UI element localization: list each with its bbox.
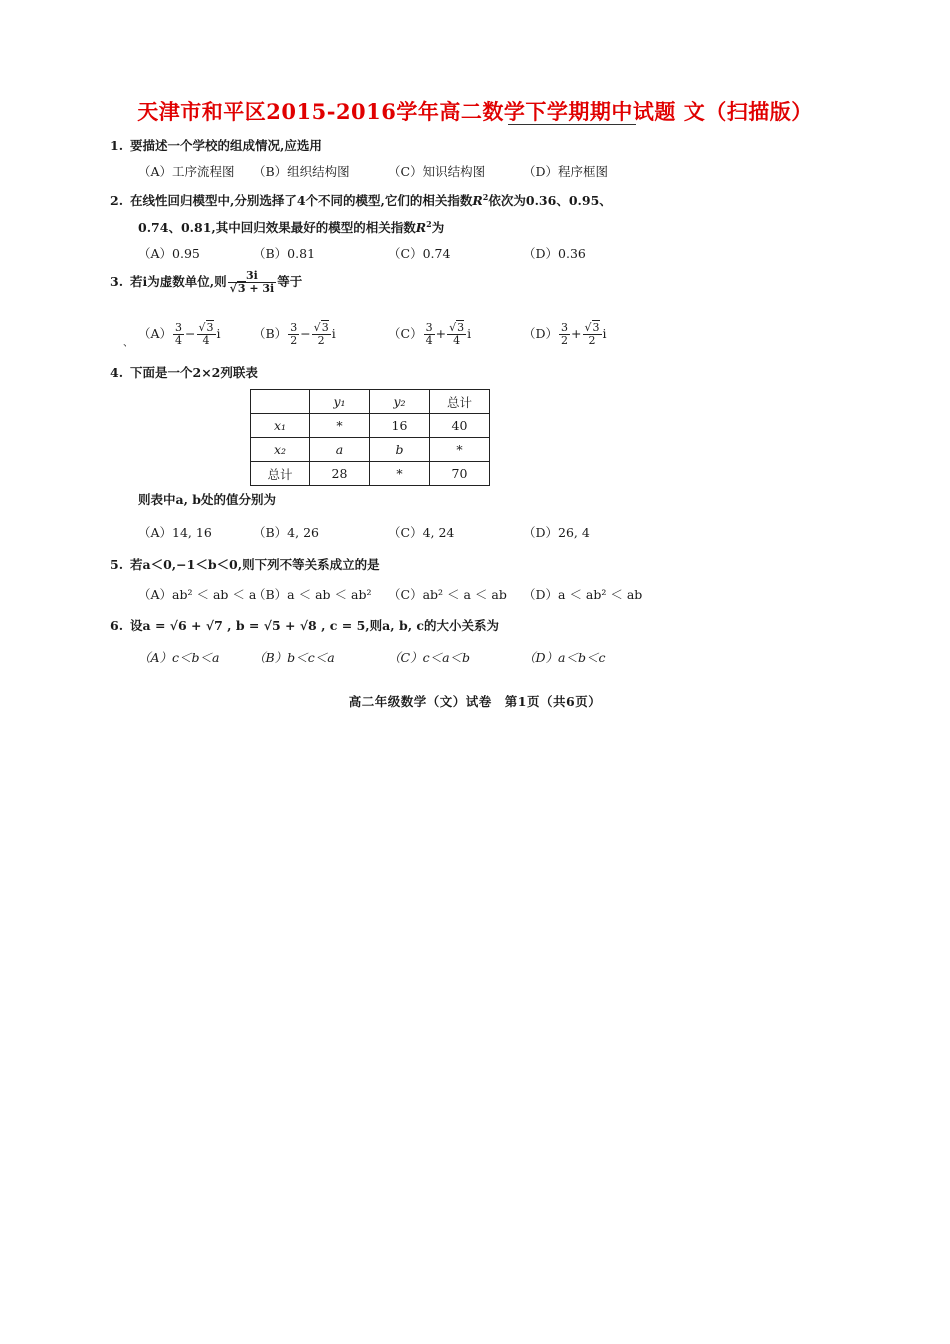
table-row	[251, 462, 490, 486]
question-number: 2.	[110, 193, 124, 208]
imag-unit: i	[216, 326, 221, 341]
option-b	[253, 322, 336, 347]
table-cell: *	[310, 414, 370, 438]
option-a: （A）工序流程图	[138, 164, 235, 179]
fraction	[583, 322, 602, 347]
table-cell: 28	[310, 462, 370, 486]
option-c: （C）0.74	[388, 246, 451, 261]
fraction	[312, 322, 331, 347]
table-cell: 总计	[430, 390, 490, 414]
question-number: 4.	[110, 365, 124, 380]
exponent: 2	[426, 218, 432, 229]
table-row	[251, 414, 490, 438]
option-label: （D）	[523, 326, 559, 341]
fraction	[559, 322, 570, 347]
option-b: （B）a ＜ ab ＜ ab²	[253, 587, 372, 602]
question-stem-tail: 为	[431, 220, 445, 235]
question-stem: 若a＜0,−1＜b＜0,则下列不等关系成立的是	[130, 557, 380, 572]
option-a: （A）0.95	[138, 246, 200, 261]
scan-mark: 、	[123, 338, 133, 349]
table-cell: 70	[430, 462, 490, 486]
fraction-numerator: 3	[290, 321, 298, 334]
option-b: （B）4, 26	[253, 525, 319, 540]
fraction-denominator: 4	[202, 334, 210, 347]
option-d	[523, 322, 607, 347]
r-symbol: R	[472, 193, 483, 208]
table-cell: a	[310, 438, 370, 462]
option-a: （A）14, 16	[138, 525, 212, 540]
table-row	[251, 438, 490, 462]
table-cell: *	[370, 462, 430, 486]
table-cell: 总计	[251, 462, 310, 486]
question-1	[110, 136, 322, 154]
radicand: 3	[321, 321, 329, 334]
option-label: （B）	[253, 326, 288, 341]
fraction-denominator: 4	[453, 334, 461, 347]
option-d: （D）a＜b＜c	[523, 650, 606, 665]
table-cell: *	[430, 438, 490, 462]
operator: −	[300, 326, 311, 341]
fraction	[288, 322, 299, 347]
question-4-follow: 则表中a, b处的值分别为	[138, 492, 277, 507]
option-b: （B）b＜c＜a	[253, 650, 335, 665]
fraction	[173, 322, 184, 347]
question-1-options	[138, 162, 838, 178]
radicand: 3	[237, 282, 246, 295]
imag-unit: i	[467, 326, 472, 341]
option-d: （D）0.36	[523, 246, 586, 261]
page-title: 天津市和平区2015-2016学年高二数学下学期期中试题 文（扫描版）	[137, 99, 813, 124]
question-2-options	[138, 244, 838, 260]
option-c	[388, 322, 471, 347]
fraction	[424, 322, 435, 347]
table-cell: x₂	[251, 438, 310, 462]
table-cell: y₁	[310, 390, 370, 414]
option-c: （C）c＜a＜b	[388, 650, 471, 665]
fraction-denominator	[228, 283, 277, 295]
sqrt-sign	[314, 321, 321, 334]
fraction-denominator: 4	[175, 334, 183, 347]
question-number: 6.	[110, 618, 124, 633]
question-5	[110, 555, 380, 573]
contingency-table	[250, 389, 490, 486]
fraction-denominator: 2	[561, 334, 569, 347]
question-number: 3.	[110, 274, 124, 289]
option-a: （A）ab² ＜ ab ＜ a	[138, 587, 257, 602]
sqrt-sign	[230, 282, 237, 295]
sqrt-sign	[585, 321, 592, 334]
question-number: 5.	[110, 557, 124, 572]
option-a: （A）c＜b＜a	[138, 650, 220, 665]
exponent: 2	[482, 191, 489, 202]
radicand: 3	[457, 321, 465, 334]
page-footer: 高二年级数学（文）试卷 第1页（共6页）	[348, 694, 602, 709]
option-b: （B）组织结构图	[253, 164, 350, 179]
question-5-options	[138, 585, 838, 601]
sqrt-sign	[199, 321, 206, 334]
option-label: （C）	[388, 326, 423, 341]
imag-unit: i	[331, 326, 336, 341]
option-d: （D）26, 4	[523, 525, 590, 540]
fraction	[197, 322, 216, 347]
question-stem-tail: 依次为0.36、0.95、	[488, 193, 612, 208]
operator: +	[435, 326, 447, 341]
table-cell: 16	[370, 414, 430, 438]
fraction-denominator: 2	[290, 334, 298, 347]
option-label: （A）	[138, 326, 173, 341]
table-header-row	[251, 390, 490, 414]
denominator-tail: + 3i	[249, 282, 275, 295]
fraction-denominator: 4	[425, 334, 433, 347]
question-3	[110, 270, 302, 295]
question-stem: 要描述一个学校的组成情况,应选用	[130, 138, 322, 153]
r-symbol: R	[415, 220, 427, 235]
question-2-line2	[138, 218, 444, 236]
fraction-numerator: 3	[561, 321, 569, 334]
question-stem: 下面是一个2×2列联表	[130, 365, 258, 380]
option-d: （D）a ＜ ab² ＜ ab	[523, 587, 643, 602]
table-cell: x₁	[251, 414, 310, 438]
question-stem-tail: 等于	[277, 274, 303, 289]
option-c: （C）知识结构图	[388, 164, 486, 179]
operator: +	[571, 326, 582, 341]
question-6-options	[138, 648, 838, 664]
fraction-numerator: 3	[425, 321, 433, 334]
question-4-options	[138, 523, 838, 539]
option-c: （C）ab² ＜ a ＜ ab	[388, 587, 507, 602]
fraction-denominator: 2	[588, 334, 596, 347]
table-cell: b	[370, 438, 430, 462]
radicand: 3	[592, 321, 600, 334]
table-cell: 40	[430, 414, 490, 438]
fraction-numerator: 3	[175, 321, 183, 334]
title-underline	[508, 124, 636, 125]
question-4	[110, 363, 258, 381]
radicand: 3	[206, 321, 214, 334]
option-a	[138, 322, 221, 347]
fraction-numerator: 3i	[228, 270, 277, 283]
question-2	[110, 191, 612, 209]
question-6	[110, 616, 499, 634]
imag-unit: i	[602, 326, 607, 341]
option-d: （D）程序框图	[523, 164, 609, 179]
question-3-options	[138, 322, 838, 352]
question-stem: 设a = √6 + √7 , b = √5 + √8 , c = 5,则a, b, c的大小关系为	[130, 618, 500, 633]
operator: −	[185, 326, 196, 341]
fraction	[447, 322, 466, 347]
question-stem: 0.74、0.81,其中回归效果最好的模型的相关指数	[138, 220, 416, 235]
option-b: （B）0.81	[253, 246, 316, 261]
fraction	[228, 270, 277, 295]
option-c: （C）4, 24	[388, 525, 455, 540]
fraction-denominator: 2	[317, 334, 325, 347]
question-stem: 若i为虚数单位,则	[130, 274, 227, 289]
question-number: 1.	[110, 138, 124, 153]
table-cell	[251, 390, 310, 414]
table-cell: y₂	[370, 390, 430, 414]
question-stem: 在线性回归模型中,分别选择了4个不同的模型,它们的相关指数	[130, 193, 473, 208]
